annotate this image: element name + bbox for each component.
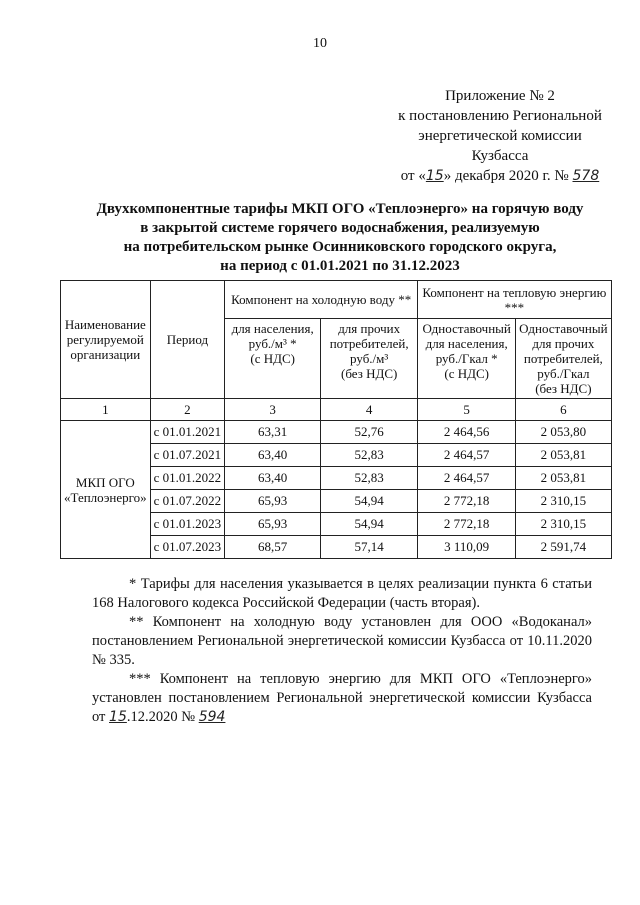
date-middle: » декабря 2020 г. № [443, 168, 569, 184]
header-col4-line-4: (без НДС) [341, 366, 398, 381]
period-cell: с 01.01.2023 [150, 513, 225, 536]
value-cell: 63,40 [225, 444, 321, 467]
footnote-3-mid: .12.2020 № [126, 709, 196, 725]
value-cell: 54,94 [321, 513, 418, 536]
header-col3-line-2: руб./м³ * [248, 336, 297, 351]
footnote-3 [92, 670, 592, 727]
value-cell: 2 053,81 [516, 444, 611, 467]
value-cell: 65,93 [225, 513, 321, 536]
title-line-3: на потребительском рынке Осинниковского городского округа, [123, 239, 557, 255]
value-cell: 52,83 [321, 444, 418, 467]
footnote-3-text: *** Компонент на тепловую энергию для МКП ОГО «Теплоэнерго» установлен постановлением Региональной энергетической комиссии Кузбасса от [92, 671, 592, 725]
value-cell: 54,94 [321, 490, 418, 513]
value-cell: 2 053,80 [516, 421, 611, 444]
column-number-2: 2 [150, 399, 225, 421]
header-col6-line-5: (без НДС) [535, 381, 592, 396]
header-col3-line-1: для населения, [231, 321, 314, 336]
header-period: Период [150, 281, 225, 399]
date-prefix: от « [400, 168, 426, 184]
header-cold-water: Компонент на холодную воду ** [225, 281, 418, 319]
value-cell: 52,76 [321, 421, 418, 444]
column-number-3: 3 [225, 399, 321, 421]
period-cell: с 01.01.2022 [150, 467, 225, 490]
value-cell: 2 464,57 [418, 444, 516, 467]
period-cell: с 01.07.2023 [150, 536, 225, 559]
org-name-line-2: «Теплоэнерго» [64, 489, 147, 505]
page-number: 10 [313, 36, 327, 51]
title-line-2: в закрытой системе горячего водоснабжения, реализуемую [140, 220, 540, 236]
value-cell: 2 591,74 [516, 536, 611, 559]
header-col6-line-1: Одноставочный [519, 321, 608, 336]
value-cell: 2 772,18 [418, 513, 516, 536]
value-cell: 65,93 [225, 490, 321, 513]
value-cell: 3 110,09 [418, 536, 516, 559]
title-line-4: на период с 01.01.2021 по 31.12.2023 [220, 258, 460, 274]
tariff-table [60, 280, 612, 559]
header-col5-line-4: (с НДС) [444, 366, 489, 381]
header-col4-line-2: потребителей, [329, 336, 409, 351]
column-number-1: 1 [61, 399, 151, 421]
org-name-cell [61, 421, 151, 559]
column-number-5: 5 [418, 399, 516, 421]
value-cell: 2 772,18 [418, 490, 516, 513]
appendix-line-4: Кузбасса [471, 148, 529, 164]
header-col5-line-2: для населения, [425, 336, 508, 351]
column-number-4: 4 [321, 399, 418, 421]
footnote-2: ** Компонент на холодную воду установлен для ООО «Водоканал» постановлением Региональной энергетической комиссии Кузбасса от 10.11.2020 № 335. [92, 614, 592, 668]
org-name-line-1: МКП ОГО [75, 474, 135, 490]
value-cell: 2 464,56 [418, 421, 516, 444]
column-number-6: 6 [516, 399, 611, 421]
header-col4 [321, 319, 418, 399]
handwritten-number: 578 [572, 168, 600, 184]
period-cell: с 01.07.2021 [150, 444, 225, 467]
value-cell: 2 464,57 [418, 467, 516, 490]
header-col4-line-1: для прочих [338, 321, 401, 336]
header-col6-line-4: руб./Гкал [537, 366, 590, 381]
handwritten-number: 594 [198, 709, 226, 725]
title-line-1: Двухкомпонентные тарифы МКП ОГО «Теплоэнерго» на горячую воду [96, 201, 584, 217]
period-cell: с 01.01.2021 [150, 421, 225, 444]
value-cell: 2 310,15 [516, 490, 611, 513]
footnote-1: * Тарифы для населения указывается в целях реализации пункта 6 статьи 168 Налогового кодекса Российской Федерации (часть вторая). [92, 576, 592, 611]
header-col5 [418, 319, 516, 399]
footnotes [92, 575, 592, 727]
handwritten-day: 15 [109, 709, 127, 725]
header-heat: Компонент на тепловую энергию *** [418, 281, 611, 319]
value-cell: 2 310,15 [516, 513, 611, 536]
header-col6-line-2: для прочих [532, 336, 595, 351]
appendix-line-3: энергетической комиссии [418, 128, 582, 144]
value-cell: 57,14 [321, 536, 418, 559]
appendix-line-2: к постановлению Региональной [398, 108, 602, 124]
appendix-header [380, 86, 620, 186]
document-title [70, 200, 610, 276]
header-col4-line-3: руб./м³ [350, 351, 389, 366]
table-row [61, 421, 612, 444]
appendix-date-line [380, 166, 620, 186]
header-col3 [225, 319, 321, 399]
header-col5-line-3: руб./Гкал * [435, 351, 498, 366]
period-cell: с 01.07.2022 [150, 490, 225, 513]
value-cell: 52,83 [321, 467, 418, 490]
value-cell: 2 053,81 [516, 467, 611, 490]
header-col6 [516, 319, 611, 399]
header-col3-line-3: (с НДС) [250, 351, 295, 366]
appendix-title: Приложение № 2 [445, 88, 555, 104]
header-org: Наименование регулируемой организации [61, 281, 151, 399]
handwritten-day: 15 [425, 168, 444, 184]
value-cell: 68,57 [225, 536, 321, 559]
header-col5-line-1: Одноставочный [422, 321, 511, 336]
value-cell: 63,40 [225, 467, 321, 490]
header-col6-line-3: потребителей, [523, 351, 603, 366]
value-cell: 63,31 [225, 421, 321, 444]
